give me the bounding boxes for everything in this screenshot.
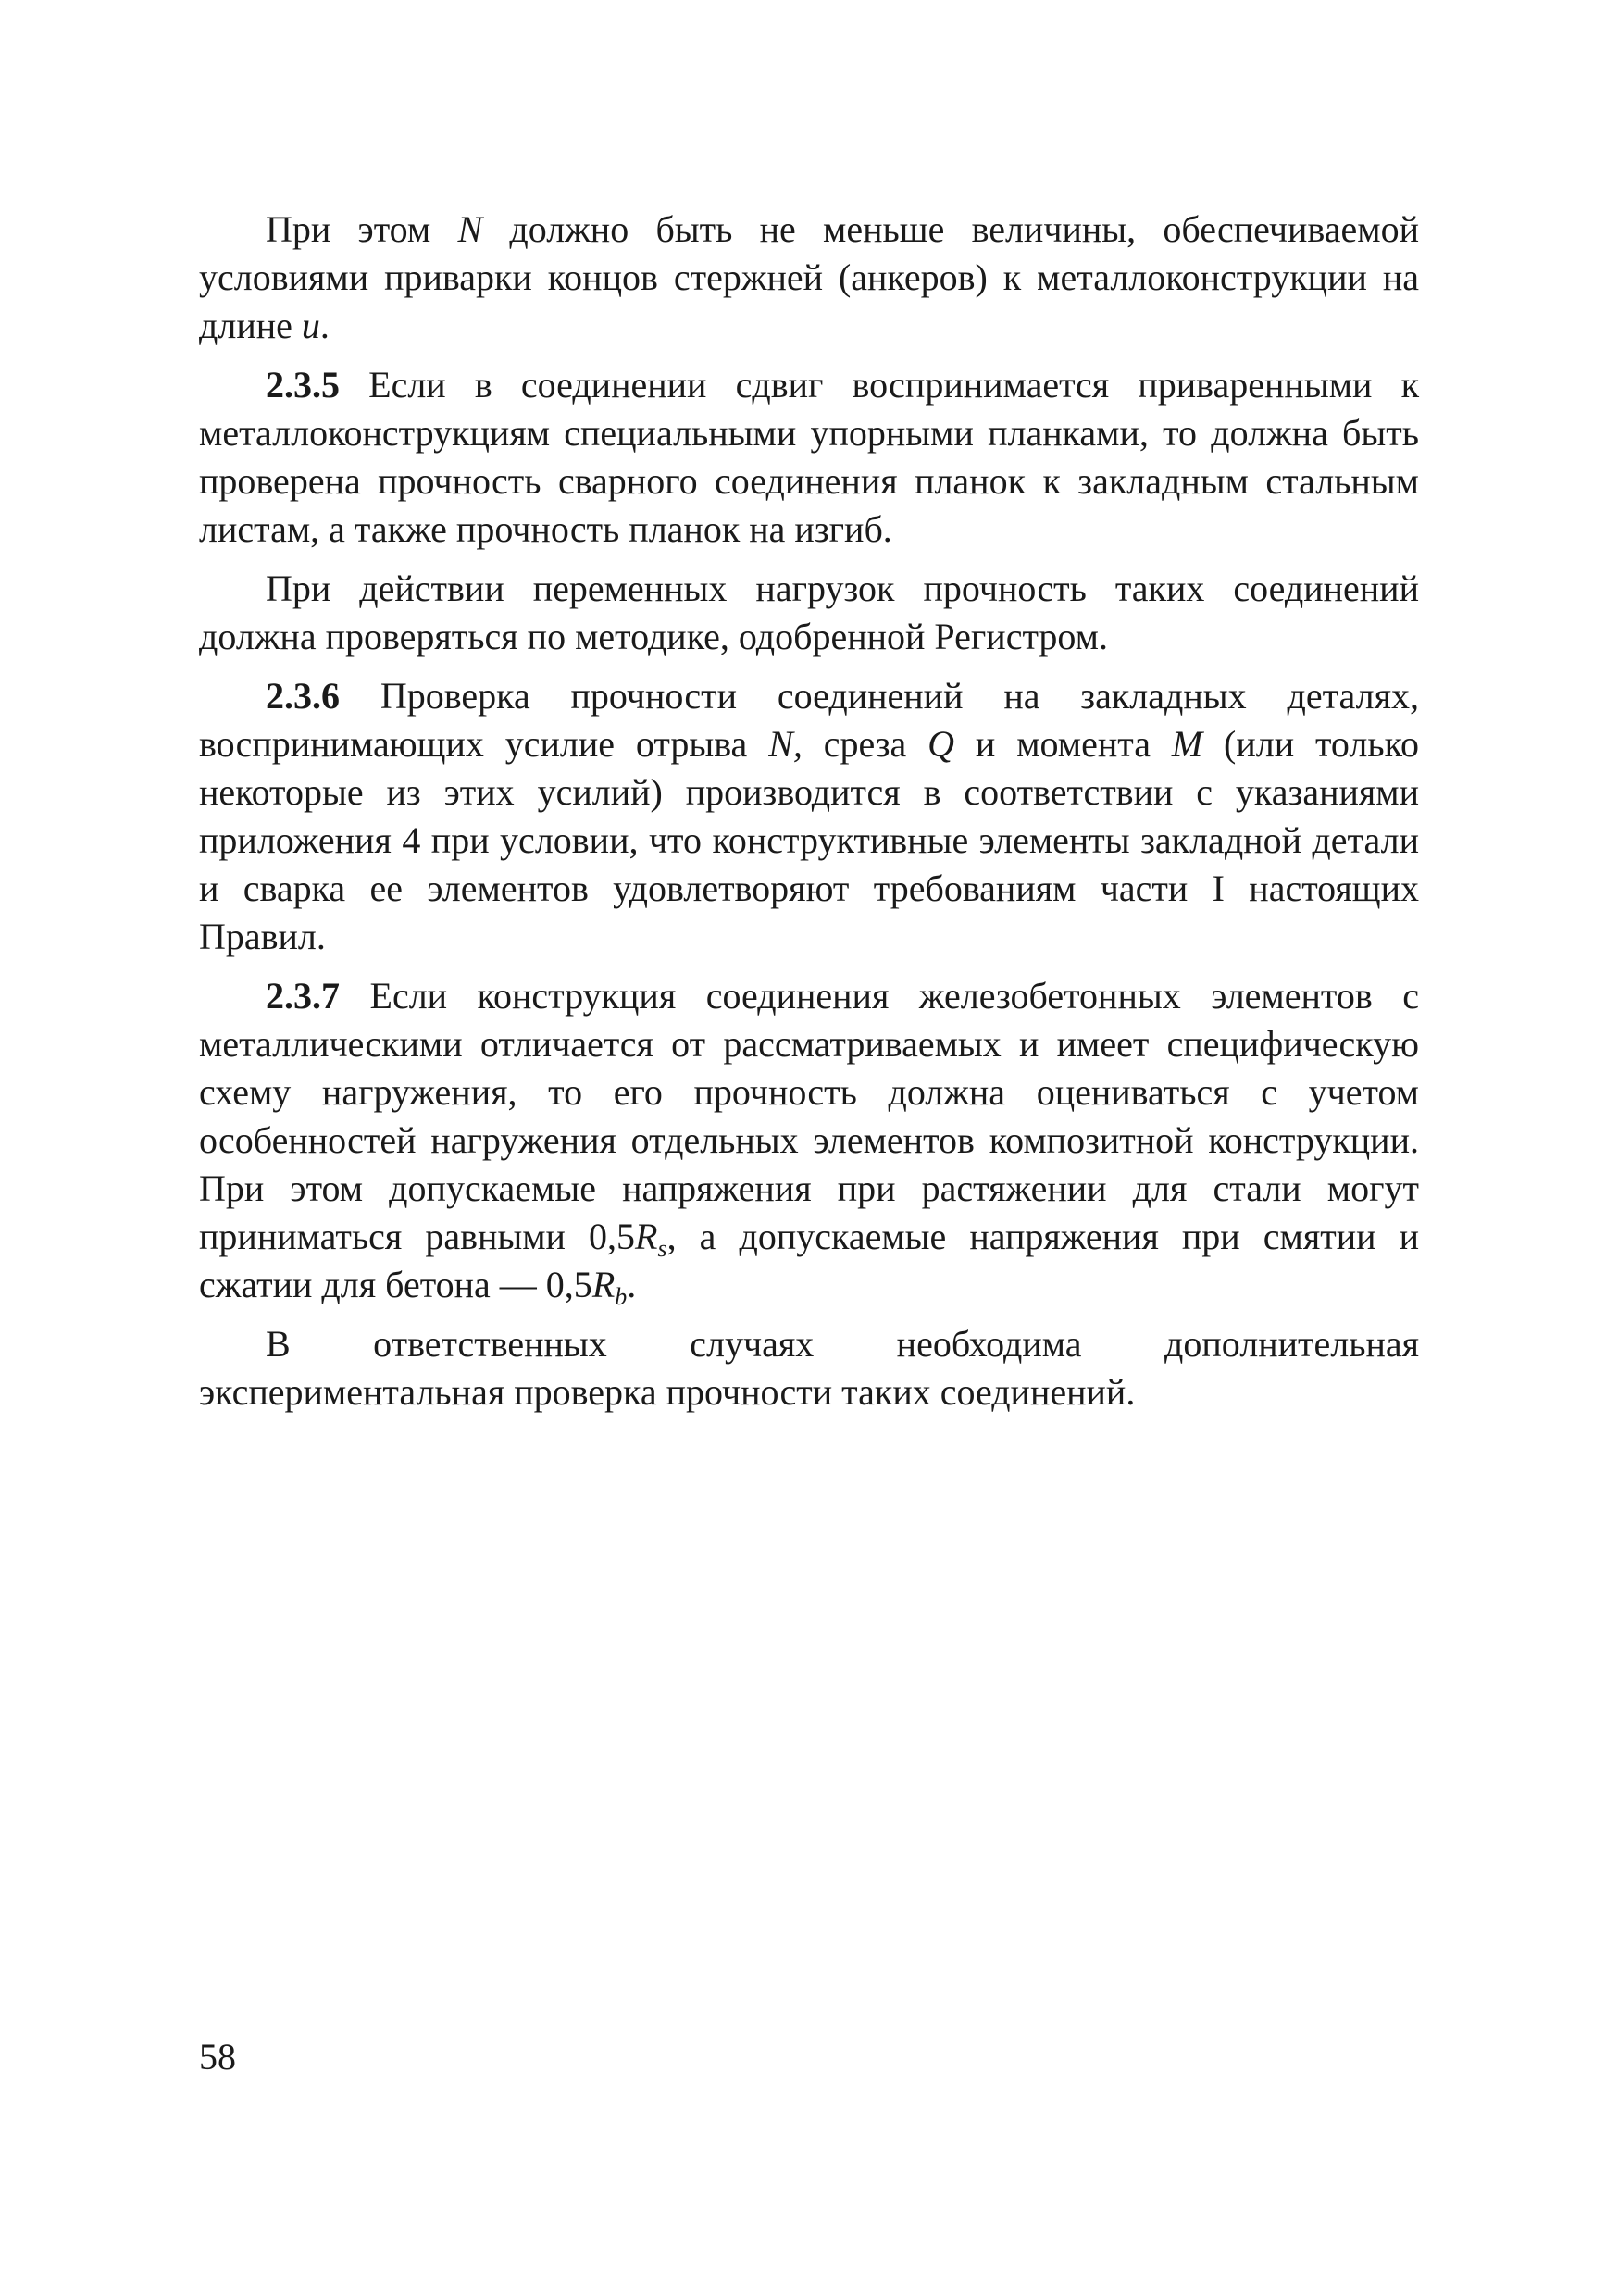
variable-m: M xyxy=(1171,723,1203,765)
paragraph-variable-loads: При действии переменных нагрузок прочность таких соединений должна проверяться по методике, одобренной Регистром. xyxy=(199,568,1419,657)
section-number: 2.3.6 xyxy=(266,675,340,717)
subscript-b: b xyxy=(615,1283,628,1310)
variable-n: N xyxy=(457,208,483,250)
variable-u: u xyxy=(301,305,320,346)
section-2-3-6: 2.3.6 Проверка прочности соединений на закладных деталях, воспринимающих усилие отрыва N, среза Q и момента M (или только некоторые из этих усилий) производится в соответствии с указаниями приложения 4 при условии, что конструктивные элементы закладной детали и сварка ее элементов удовлетворяют требованиям части I настоящих Правил. xyxy=(199,675,1419,957)
section-number: 2.3.5 xyxy=(266,364,340,406)
paragraph-n-condition: При этом N должно быть не меньше величины, обеспечиваемой условиями приварки концов стержней (анкеров) к металлоконструкции на длине u. xyxy=(199,208,1419,346)
variable-n: N, xyxy=(768,723,803,765)
variable-r: R xyxy=(635,1216,658,1257)
variable-q: Q xyxy=(927,723,955,765)
section-number: 2.3.7 xyxy=(266,975,340,1017)
paragraph-experimental-check: В ответственных случаях необходима дополнительная экспериментальная проверка прочности таких соединений. xyxy=(199,1323,1419,1413)
variable-r: R xyxy=(591,1264,616,1305)
section-2-3-5: 2.3.5 Если в соединении сдвиг воспринимается приваренными к металлоконструкциям специальными упорными планками, то должна быть проверена прочность сварного соединения планок к закладным стальным листам, а также прочность планок на изгиб. xyxy=(199,364,1419,550)
section-2-3-7: 2.3.7 Если конструкция соединения железобетонных элементов с металлическими отличается от рассматриваемых и имеет специфическую схему нагружения, то его прочность должна оцениваться с учетом особенностей нагружения отдельных элементов композитной конструкции. При этом допускаемые напряжения при растяжении для стали могут приниматься равными $0,5R_s$, а допускаемые напряжения при смятии и сжатии для бетона — $0,5R_b$. xyxy=(199,975,1419,1310)
body-text xyxy=(199,206,1419,1428)
page-number: 58 xyxy=(199,2036,236,2078)
subscript-s: s xyxy=(657,1235,667,1262)
